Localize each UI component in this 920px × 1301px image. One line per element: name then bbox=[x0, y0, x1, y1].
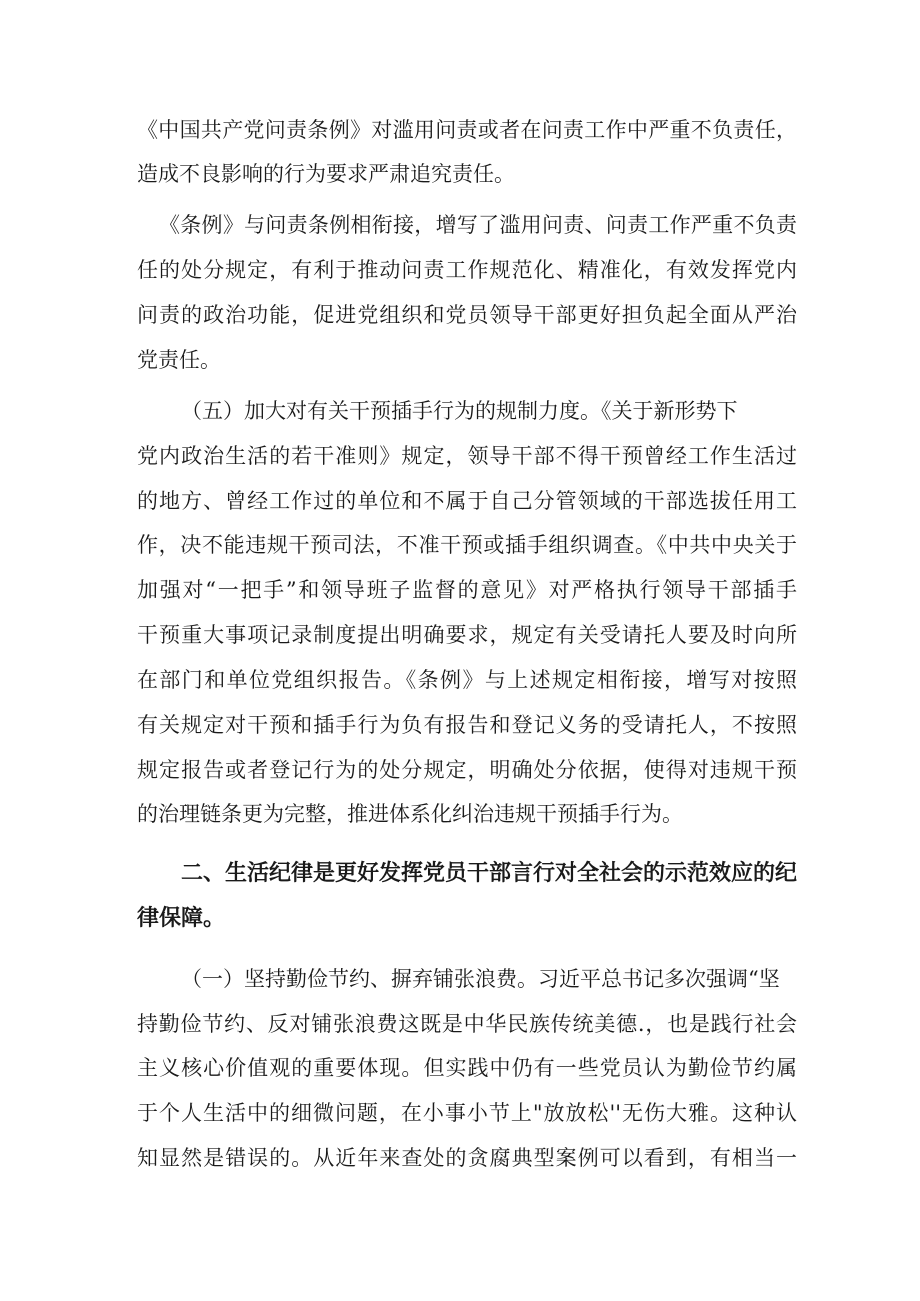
text-line: 干预重大事项记录制度提出明确要求，规定有关受请托人要及时向所 bbox=[137, 623, 797, 647]
text-line: 在部门和单位党组织报告。《条例》与上述规定相衔接，增写对按照 bbox=[137, 668, 797, 692]
text-line: （一）坚持勤俭节约、摒弃铺张浪费。习近平总书记多次强调“坚 bbox=[181, 967, 780, 991]
text-line: 问责的政治功能，促进党组织和党员领导干部更好担负起全面从严治 bbox=[137, 303, 797, 327]
text-line: 党内政治生活的若干准则》规定，领导干部不得干预曾经工作生活过 bbox=[137, 444, 797, 468]
section-heading: 律保障。 bbox=[137, 906, 226, 931]
text-line: 持勤俭节约、反对铺张浪费这既是中华民族传统美德.，也是践行社会 bbox=[137, 1012, 797, 1036]
text-line: 的地方、曾经工作过的单位和不属于自己分管领域的干部选拔任用工 bbox=[137, 489, 797, 513]
text-line: 知显然是错误的。从近年来查处的贪腐典型案例可以看到，有相当一 bbox=[137, 1146, 797, 1170]
text-line: 任的处分规定，有利于推动问责工作规范化、精准化，有效发挥党内 bbox=[137, 258, 797, 282]
text-line: 《条例》与问责条例相衔接，增写了滥用问责、问责工作严重不负责 bbox=[159, 213, 797, 237]
text-line: 造成不良影响的行为要求严肃追究责任。 bbox=[137, 162, 515, 186]
text-line: 的治理链条更为完整，推进体系化纠治违规干预插手行为。 bbox=[137, 802, 683, 826]
text-line: 作，决不能违规干预司法，不准干预或插手组织调查。《中共中央关于 bbox=[137, 533, 797, 557]
text-line: 党责任。 bbox=[137, 348, 221, 372]
text-line: （五）加大对有关干预插手行为的规制力度。《关于新形势下 bbox=[181, 399, 738, 423]
text-line: 有关规定对干预和插手行为负有报告和登记义务的受请托人，不按照 bbox=[137, 713, 797, 737]
text-line: 于个人生活中的细微问题，在小事小节上"放放松''无伤大雅。这种认 bbox=[137, 1101, 797, 1125]
text-line: 《中国共产党问责条例》对滥用问责或者在问责工作中严重不负责任， bbox=[137, 118, 797, 142]
text-line: 加强对“一把手”和领导班子监督的意见》对严格执行领导干部插手 bbox=[137, 578, 797, 602]
text-line: 主义核心价值观的重要体现。但实践中仍有一些党员认为勤俭节约属 bbox=[137, 1056, 797, 1080]
section-heading: 二、生活纪律是更好发挥党员干部言行对全社会的示范效应的纪 bbox=[181, 861, 798, 886]
text-line: 规定报告或者登记行为的处分规定，明确处分依据，使得对违规干预 bbox=[137, 758, 797, 782]
